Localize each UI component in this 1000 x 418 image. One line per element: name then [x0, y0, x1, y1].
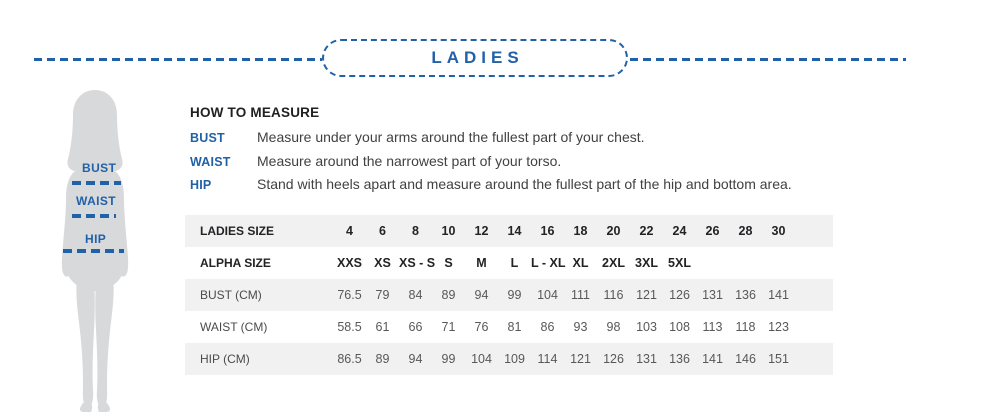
how-to-measure-section — [190, 105, 870, 201]
table-cell: 20 — [606, 224, 621, 238]
figure-waist-line — [72, 214, 116, 218]
measure-item — [190, 154, 870, 171]
table-row — [185, 311, 833, 343]
table-cell: 113 — [702, 320, 723, 334]
table-cell: 121 — [636, 288, 657, 302]
table-row-label: ALPHA SIZE — [200, 256, 271, 270]
table-cell: 108 — [669, 320, 690, 334]
table-cell: 131 — [702, 288, 723, 302]
table-cell: 3XL — [635, 256, 658, 270]
how-to-measure-title: HOW TO MEASURE — [190, 105, 320, 120]
header-dash-left — [34, 58, 322, 61]
measure-item-label: HIP — [190, 178, 212, 192]
measure-item-label: WAIST — [190, 154, 231, 169]
table-row — [185, 215, 833, 247]
table-cell: 89 — [441, 288, 456, 302]
table-cell: 103 — [636, 320, 657, 334]
table-cell: 14 — [507, 224, 522, 238]
figure-hip-label: HIP — [85, 232, 107, 246]
figure-waist-label: WAIST — [76, 194, 116, 208]
table-cell: 141 — [768, 288, 789, 302]
table-cell: 121 — [570, 352, 591, 366]
table-cell: 126 — [669, 288, 690, 302]
table-cell: 5XL — [668, 256, 691, 270]
table-cell: S — [444, 256, 453, 270]
table-cell: 10 — [441, 224, 456, 238]
table-cell: 76.5 — [337, 288, 362, 302]
measure-item — [190, 177, 870, 194]
table-row — [185, 279, 833, 311]
measure-item-text: Measure under your arms around the fullest part of your chest. — [257, 129, 645, 145]
table-cell: 136 — [669, 352, 690, 366]
table-cell: 24 — [672, 224, 687, 238]
table-cell: 141 — [702, 352, 723, 366]
measure-item-text: Stand with heels apart and measure around the fullest part of the hip and bottom area. — [257, 176, 792, 192]
table-cell: 16 — [540, 224, 555, 238]
table-cell: 99 — [441, 352, 456, 366]
table-row-label: HIP (CM) — [200, 352, 250, 366]
table-cell: 146 — [735, 352, 756, 366]
table-row-label: LADIES SIZE — [200, 224, 275, 238]
table-cell: 86.5 — [337, 352, 362, 366]
table-cell: 126 — [603, 352, 624, 366]
table-cell: 94 — [474, 288, 489, 302]
table-cell: 123 — [768, 320, 789, 334]
table-cell: 84 — [408, 288, 423, 302]
table-cell: 76 — [474, 320, 489, 334]
table-cell: 89 — [375, 352, 390, 366]
table-cell: L — [510, 256, 519, 270]
table-cell: 12 — [474, 224, 489, 238]
size-table — [185, 215, 833, 375]
table-cell: 4 — [346, 224, 353, 238]
category-pill — [322, 39, 628, 77]
figure-bust-label: BUST — [82, 161, 117, 175]
measure-item-text: Measure around the narrowest part of your torso. — [257, 152, 562, 169]
table-cell: XL — [572, 256, 589, 270]
table-cell: 22 — [639, 224, 654, 238]
table-cell: XS — [374, 256, 391, 270]
figure-hip-line — [63, 249, 124, 253]
table-cell: 66 — [408, 320, 423, 334]
table-row-label: BUST (CM) — [200, 288, 262, 302]
table-cell: 109 — [504, 352, 525, 366]
table-cell: 98 — [606, 320, 621, 334]
table-cell: 26 — [705, 224, 720, 238]
measure-list — [190, 130, 870, 194]
table-cell: 104 — [471, 352, 492, 366]
table-cell: XS - S — [399, 256, 436, 270]
table-cell: 58.5 — [337, 320, 362, 334]
table-cell: 79 — [375, 288, 390, 302]
figure-bust-line — [72, 181, 121, 185]
table-cell: 28 — [738, 224, 753, 238]
measure-item — [190, 130, 870, 147]
table-cell: 116 — [603, 288, 624, 302]
table-cell: 131 — [636, 352, 657, 366]
table-cell: 114 — [537, 352, 558, 366]
table-cell: 81 — [507, 320, 522, 334]
table-cell: 61 — [375, 320, 390, 334]
table-cell: 18 — [573, 224, 588, 238]
table-cell: 111 — [570, 288, 590, 302]
table-cell: M — [476, 256, 487, 270]
table-row — [185, 343, 833, 375]
body-figure — [30, 85, 180, 415]
table-cell: 8 — [412, 224, 419, 238]
table-cell: 30 — [771, 224, 786, 238]
table-cell: 99 — [507, 288, 522, 302]
table-cell: 93 — [573, 320, 588, 334]
table-cell: L - XL — [531, 256, 566, 270]
table-cell: 6 — [379, 224, 386, 238]
table-cell: 94 — [408, 352, 423, 366]
table-cell: 86 — [540, 320, 555, 334]
table-cell: 104 — [537, 288, 558, 302]
table-row-label: WAIST (CM) — [200, 320, 268, 334]
category-title: LADIES — [431, 48, 524, 67]
table-cell: 151 — [768, 352, 789, 366]
table-cell: 136 — [735, 288, 756, 302]
table-cell: 2XL — [602, 256, 625, 270]
measure-item-label: BUST — [190, 131, 225, 145]
table-cell: XXS — [336, 256, 362, 270]
table-cell: 118 — [735, 320, 756, 334]
table-row — [185, 247, 833, 279]
header-dash-right — [630, 58, 906, 61]
table-cell: 71 — [441, 320, 456, 334]
